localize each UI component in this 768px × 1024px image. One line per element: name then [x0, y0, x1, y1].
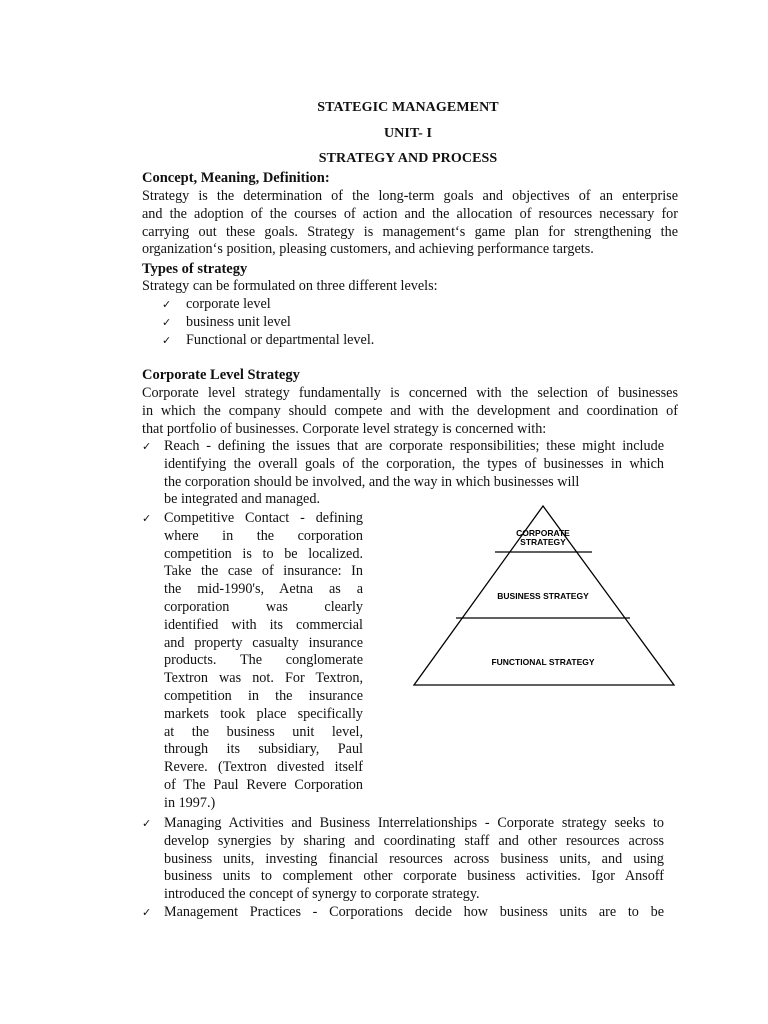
document-page: STATEGIC MANAGEMENT UNIT- I STRATEGY AND PROCESS Concept, Meaning, Definition: Strategy is the determination of the long-term goals and objectives of an enterprise and the adoption of the courses of action and the allocation of resources necessary for carrying out these goals. Strategy is management‘s game plan for strengthening the organization‘s position, pleasing customers, and achieving performance targets. Types of strategy Strategy can be formulated on three different levels: ✓ corporate level ✓ business unit level ✓ Functional or departmental level. Corporate Level Strategy Corporate level strategy fundamentally is concerned with the selection of businesses in which the company should compete and with the development and coordination of that portfolio of businesses. Corporate level strategy is concerned with: ✓ Reach - defining the issues that are corporate responsibilities; these might include identifying the overall goals of the corporation, the types of businesses in which the corporation should be involved, and the way in which businesses will be integrated and managed. ✓ Competitive Contact - defining where in the corporation competition is to be localized. Take the case of insurance: In the mid-1990's, Aetna as a corporation was clearly identified with its commercial and property casualty insurance products. The conglomerate Textron was not. For Textron, competition in the insurance markets took place specifically at the business unit level, through its subsidiary, Paul Revere. (Textron divested itself of The Paul Revere Corporation in 1997.) CORPORATE STRATEGY BUSINESS STRATEGY FUNCTIONAL STRATEGY ✓ Managing Activities and Business Interrelationships - Corporate strategy seeks to develop synergies by sharing and coordinating staff and other resources across business units, investing financial resources across business units, and using business units to complement other corporate business activities. Igor Ansoff introduced the concept of synergy to corporate strategy. ✓ Management Practices - Corporations decide how business units are to be: [0, 0, 768, 1024]
check-icon: ✓: [162, 315, 172, 329]
check-icon: ✓: [162, 298, 172, 311]
list-item: ✓ business unit level: [162, 313, 291, 330]
corporate-line: Corporate level strategy fundamentally is concerned with the selection of businesses: [142, 385, 678, 401]
concept-heading: Concept, Meaning, Definition:: [142, 170, 330, 186]
corporate-paragraph: [142, 385, 678, 438]
concept-line: carrying out these goals. Strategy is management‘s game plan for strengthening the: [142, 223, 678, 240]
corporate-line: in which the company should compete and with the development and coordination of: [142, 402, 678, 419]
types-list: [162, 296, 374, 349]
check-icon: ✓: [142, 512, 152, 525]
pyramid-top-label: CORPORATE: [516, 528, 570, 538]
pyramid-bottom-label: FUNCTIONAL STRATEGY: [491, 657, 595, 667]
strategy-pyramid: [410, 480, 680, 690]
corporate-line: that portfolio of businesses. Corporate level strategy is concerned with:: [142, 420, 547, 437]
check-icon: ✓: [162, 333, 172, 347]
check-icon: ✓: [142, 906, 152, 919]
concept-line: and the adoption of the courses of action and the allocation of resources necessary for: [142, 205, 678, 222]
document-subtitle: STRATEGY AND PROCESS: [318, 151, 498, 166]
unit-label: UNIT- I: [383, 126, 433, 141]
concept-paragraph: [142, 188, 678, 259]
document-title: STATEGIC MANAGEMENT: [317, 100, 499, 115]
list-item: ✓ Functional or departmental level.: [162, 331, 375, 348]
types-heading: Types of strategy: [142, 261, 248, 277]
list-item: ✓ corporate level: [162, 296, 271, 312]
concept-line: organization‘s position, pleasing customers, and achieving performance targets.: [142, 241, 594, 258]
corporate-heading: Corporate Level Strategy: [142, 367, 300, 383]
types-intro: Strategy can be formulated on three different levels:: [142, 278, 438, 294]
pyramid-middle-label: BUSINESS STRATEGY: [497, 591, 589, 601]
concept-line: Strategy is the determination of the long-term goals and objectives of an enterprise: [142, 188, 678, 204]
pyramid-top-label: STRATEGY: [520, 537, 566, 547]
check-icon: ✓: [142, 440, 152, 453]
check-icon: ✓: [142, 817, 152, 830]
